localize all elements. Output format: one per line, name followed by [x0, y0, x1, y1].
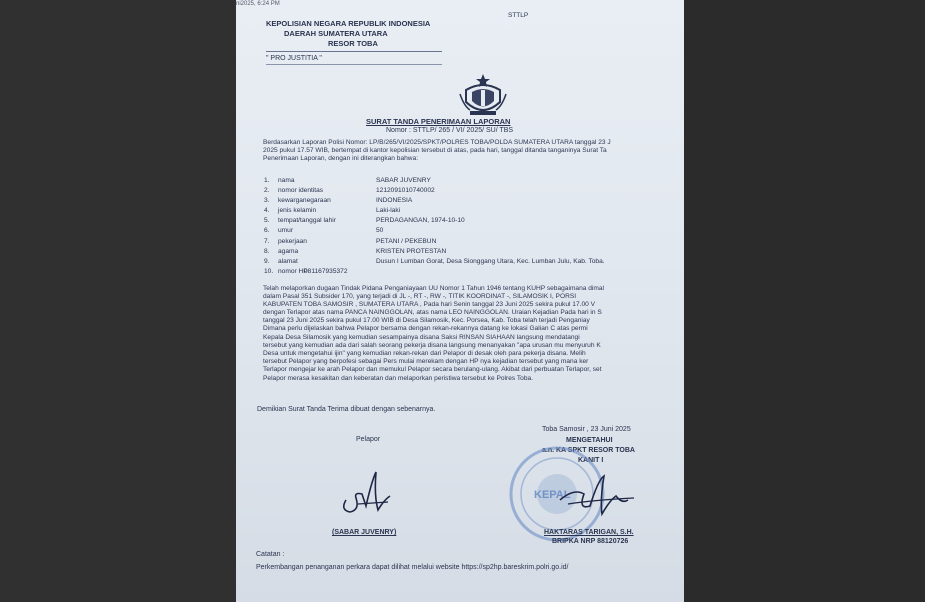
photo-timestamp: ni2025, 6:24 PM: [236, 1, 280, 7]
reporter-label: Pelapor: [356, 436, 381, 443]
agency-line-1: KEPOLISIAN NEGARA REPUBLIK INDONESIA: [266, 19, 431, 28]
form-code: STTLP: [508, 12, 529, 19]
body-line: Desa untuk mengetahui ijin" yang kemudian rekan-rekan dari Pelapor di desak oleh para pekerja disana. Melih: [263, 350, 586, 357]
officer-signature-icon: [554, 470, 638, 524]
body-line: Kepala Desa Silamosik yang kemudian sesampainya disana Saksi RINSAN SIAHAAN langsung mendatangi: [263, 334, 580, 341]
body-line: tanggal 23 Juni 2025 sekira pukul 17.00 WIB di Desa Silamosik, Kec. Porsea, Kab. Toba telah terjadi Penganiay: [263, 317, 590, 324]
agency-line-3: RESOR TOBA: [328, 39, 378, 48]
body-line: KABUPATEN TOBA SAMOSIR , SUMATERA UTARA , Pada hari Senin tanggal 23 Juni 2025 sekira pukul 17.00 V: [263, 301, 596, 308]
pro-justitia-label: " PRO JUSTITIA ": [266, 55, 322, 62]
officer-name: HAKTARAS TARIGAN, S.H.: [544, 529, 634, 536]
agency-line-2: DAERAH SUMATERA UTARA: [284, 29, 388, 38]
document-title: SURAT TANDA PENERIMAAN LAPORAN: [366, 117, 511, 126]
body-line: dalam Pasal 351 Subsider 170, yang terjadi di JL -, RT -, RW -, TITIK KOORDINAT -, SILAMOSIK I, PORSI: [263, 293, 577, 300]
body-line: dengan Terlapor atas nama PANCA NAINGGOLAN, atas nama LEO NAINGGOLAN. Uraian Kejadian Pada hari in S: [263, 309, 602, 316]
body-line: tersebut Pelapor yang berpofesi sebagai Pers mulai merekam dengan HP nya kejadian tersebut yang mana ker: [263, 358, 589, 365]
body-line: Telah melaporkan dugaan Tindak Pidana Penganiayaan UU Nomor 1 Tahun 1946 tentang KUHP sebagaimana dimal: [263, 285, 605, 292]
on-behalf-label: a.n. KA SPKT RESOR TOBA: [542, 447, 635, 454]
acknowledged-label: MENGETAHUI: [566, 437, 613, 444]
photo-background-right: [684, 0, 925, 602]
stamp-text: KEPAL: [534, 489, 571, 501]
unit-label: KANIT I: [578, 457, 604, 464]
body-line: Terlapor mengejar ke arah Pelapor dan memukul Pelapor secara berulang-ulang. Akibat dari perbuatan Terlapor, set: [263, 366, 602, 373]
photo-background-left: [0, 0, 236, 602]
document-number: Nomor : STTLP/ 265 / VI/ 2025/ SU/ TBS: [386, 127, 514, 134]
closing-statement: Demikian Surat Tanda Terima dibuat dengan sebenarnya.: [257, 406, 436, 413]
intro-line: Berdasarkan Laporan Polisi Nomor: LP/B/265/VI/2025/SPKT/POLRES TOBA/POLDA SUMATERA UTARA tanggal 23 J: [263, 139, 611, 146]
notes-text: Perkembangan penanganan perkara dapat dilihat melalui website https://sp2hp.bareskrim.polri.go.id/: [256, 564, 569, 571]
document-page: ni2025, 6:24 PM STTLP KEPOLISIAN NEGARA REPUBLIK INDONESIA DAERAH SUMATERA UTARA RESOR TOBA " PRO JUSTITIA " SURAT TANDA PENERIMAAN LAPORAN Nomor : STTLP/ 265 / VI/ 2025/ SU/ TBS Berdasarkan Laporan Polisi Nomor: LP/B/265/VI/2025/SPKT/POLRES TOBA/POLDA SUMATERA UTARA tanggal 23 J 2025 pukul 17.57 WIB, bertempat di kantor kepolisian tersebut di atas, pada hari, tanggal ditanda tanganinya Surat Ta Penerimaan Laporan, dengan ini diterangkan bahwa: 1. nama SABAR JUVENRY 2. nomor identitas 1212091010740002 3. kewarganegaraan INDONESIA 4. jenis kelamin Laki-laki 5. tempat/tanggal lahir PERDAGANGAN, 1974-10-10 6. umur 50 7. pekerjaan PETANI / PEKEBUN 8. agama KRISTEN PROTESTAN 9. alamat Dusun I Lumban Gorat, Desa Sionggang Utara, Kec. Lumban Julu, Kab. Toba. 10. nomor HP 081167935372 Telah melaporkan dugaan Tindak Pidana Penganiayaan UU Nomor 1 Tahun 1946 tentang KUHP sebagaimana dimal dalam Pasal 351 Subsider 170, yang terjadi di JL -, RT -, RW -, TITIK KOORDINAT -, SILAMOSIK I, PORSI KABUPATEN TOBA SAMOSIR , SUMATERA UTARA , Pada hari Senin tanggal 23 Juni 2025 sekira pukul 17.00 V dengan Terlapor atas nama PANCA NAINGGOLAN, atas nama LEO NAINGGOLAN. Uraian Kejadian Pada hari in S tanggal 23 Juni 2025 sekira pukul 17.00 WIB di Desa Silamosik, Kec. Porsea, Kab. Toba telah terjadi Penganiay Dimana perlu dijelaskan bahwa Pelapor bersama dengan rekan-rekannya datang ke lokasi Galian C atas permi Kepala Desa Silamosik yang kemudian sesampainya disana Saksi RINSAN SIAHAAN langsung mendatangi tersebut yang kemudian ada dari salah seorang pekerja disana langsung menanyakan "apa urusan mu menyuruh K Desa untuk mengetahui ijin" yang kemudian rekan-rekan dari Pelapor di desak oleh para pekerja disana. Melih tersebut Pelapor yang berpofesi sebagai Pers mulai merekam dengan HP nya kejadian tersebut yang mana ker Terlapor mengejar ke arah Pelapor dan memukul Pelapor secara berulang-ulang. Akibat dari perbuatan Terlapor, set Pelapor merasa kesakitan dan keberatan dan melaporkan peristiwa tersebut ke Polres Toba. Demikian Surat Tanda Terima dibuat dengan sebenarnya. Toba Samosir , 23 Juni 2025 MENGETAHUI a.n. KA SPKT RESOR TOBA KANIT I Pelapor KEPAL (SABAR JUVENRY) HAKTARAS TARIGAN, S.H. BRIPKA NRP 88120726 Catatan : Perkembangan penanganan perkara dapat dilihat melalui website https://sp2hp.bareskrim.polri.go.id/: [236, 0, 684, 602]
place-date: Toba Samosir , 23 Juni 2025: [542, 426, 631, 433]
officer-rank-nrp: BRIPKA NRP 88120726: [552, 538, 629, 545]
intro-line: 2025 pukul 17.57 WIB, bertempat di kantor kepolisian tersebut di atas, pada hari, tanggal ditanda tanganinya Surat Ta: [263, 147, 607, 154]
reporter-signature-icon: [338, 466, 398, 518]
body-line: Dimana perlu dijelaskan bahwa Pelapor bersama dengan rekan-rekannya datang ke lokasi Galian C atas permi: [263, 325, 588, 332]
body-line: tersebut yang kemudian ada dari salah seorang pekerja disana langsung menanyakan "apa urusan mu menyuruh K: [263, 342, 601, 349]
reporter-name: (SABAR JUVENRY): [332, 529, 397, 536]
header-divider-2: [266, 64, 442, 65]
police-emblem-icon: [456, 72, 510, 118]
body-line: Pelapor merasa kesakitan dan keberatan dan melaporkan peristiwa tersebut ke Polres Toba.: [263, 375, 534, 382]
notes-label: Catatan :: [256, 551, 285, 558]
header-divider: [266, 51, 442, 52]
intro-line: Penerimaan Laporan, dengan ini diterangkan bahwa:: [263, 155, 419, 162]
